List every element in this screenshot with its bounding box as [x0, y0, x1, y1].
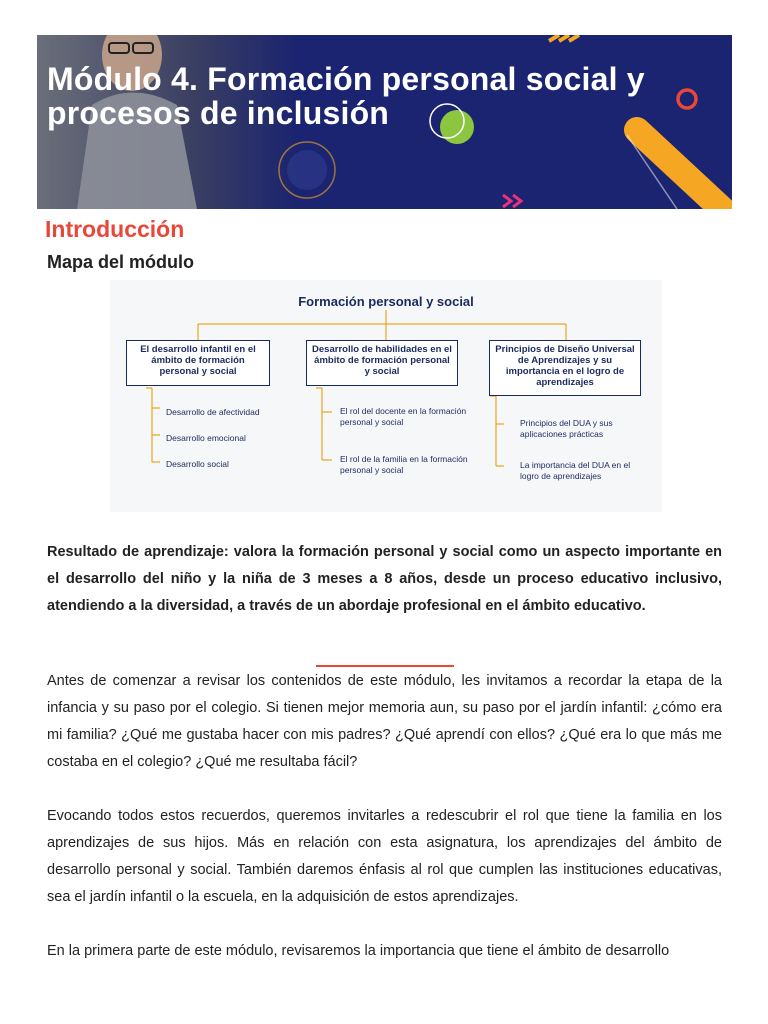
section-divider [316, 665, 454, 667]
learning-outcome: Resultado de aprendizaje: valora la formación personal y social como un aspecto importante en el desarrollo del niño y la niña de 3 meses a 8 años, desde un proceso educativo inclusivo, atendiendo a la diversidad, a través de un abordaje profesional en el ámbito educativo. [47, 544, 722, 614]
branch-box-1: El desarrollo infantil en el ámbito de formación personal y social [126, 340, 270, 386]
module-title: Módulo 4. Formación personal social y procesos de inclusión [47, 61, 645, 131]
branch-box-3: Principios de Diseño Universal de Aprendizajes y su importancia en el logro de aprendizajes [489, 340, 641, 396]
subtopic-item: El rol de la familia en la formación personal y social [340, 454, 468, 475]
module-banner [37, 35, 732, 209]
body-paragraph-3: En la primera parte de este módulo, revisaremos la importancia que tiene el ámbito de desarrollo [47, 943, 670, 959]
body-paragraph-1: Antes de comenzar a revisar los contenidos de este módulo, les invitamos a recordar la etapa de la infancia y su paso por el colegio. Si tienen mejor memoria aun, su paso por el jardín infantil: ¿cómo era mi familia? ¿Qué me gustaba hacer con mis padres? ¿Qué aprendí con ellos? ¿Qué era lo que más me costaba en el colegio? ¿Qué me resultaba fácil? [47, 673, 722, 770]
body-paragraph-2: Evocando todos estos recuerdos, queremos invitarles a redescubrir el rol que tiene la familia en los aprendizajes de sus hijos. Más en relación con esta asignatura, los aprendizajes del ámbito de desarrollo personal y social. También daremos énfasis al rol que cumplen las instituciones educativas, sea el jardín infantil o la escuela, en la adquisición de estos aprendizajes. [47, 808, 722, 905]
subtopic-item: El rol del docente en la formación personal y social [340, 406, 467, 427]
diagram-title: Formación personal y social [298, 294, 474, 309]
branch-box-2: Desarrollo de habilidades en el ámbito de formación personal y social [306, 340, 458, 386]
subtopic-item: La importancia del DUA en el logro de aprendizajes [520, 460, 631, 481]
module-map-heading: Mapa del módulo [47, 252, 195, 272]
subtopic-item: Principios del DUA y sus aplicaciones prácticas [520, 418, 613, 439]
subtopic-item: Desarrollo emocional [166, 433, 246, 443]
subtopic-item: Desarrollo de afectividad [166, 407, 260, 417]
introduction-heading: Introducción [45, 216, 185, 242]
module-map-diagram [110, 280, 662, 512]
subtopic-item: Desarrollo social [166, 459, 229, 469]
